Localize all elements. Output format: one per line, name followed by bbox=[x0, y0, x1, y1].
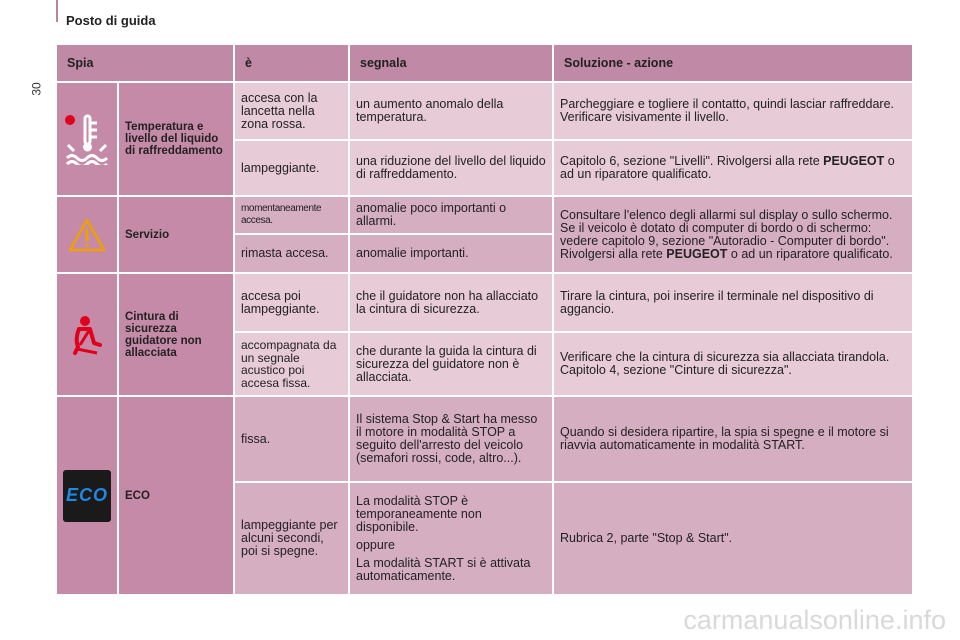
brand-name: PEUGEOT bbox=[823, 154, 885, 168]
service-signal-1: anomalie poco importanti o allarmi. bbox=[350, 197, 552, 233]
service-solution-end: o ad un riparatore qualificato. bbox=[727, 246, 893, 261]
page-number: 30 bbox=[29, 82, 44, 96]
page-title: Posto di guida bbox=[66, 13, 156, 28]
seatbelt-solution-1: Tirare la cintura, poi inserire il terminale nel dispositivo di aggancio. bbox=[554, 274, 912, 331]
coolant-state-2: lampeggiante. bbox=[235, 141, 348, 195]
coolant-solution-2 bbox=[554, 141, 912, 195]
eco-solution-2: Rubrica 2, parte "Stop & Start". bbox=[554, 483, 912, 594]
header-spia: Spia bbox=[57, 45, 233, 81]
service-icon-cell bbox=[57, 197, 117, 272]
header-soluzione: Soluzione - azione bbox=[554, 45, 912, 81]
eco-signal-2-line-2: oppure bbox=[356, 537, 395, 552]
service-name: Servizio bbox=[119, 197, 233, 272]
coolant-solution-2-text: Capitolo 6, sezione "Livelli". Rivolgersi alla rete bbox=[560, 154, 824, 168]
service-solution-text: Consultare l'elenco degli allarmi sul display o sullo schermo. Se il veicolo è dotato di computer di bordo o di schermo: vedere capitolo 9, sezione "Autoradio - Computer di bordo". Rivolgersi alla rete bbox=[560, 207, 893, 261]
eco-signal-2-line-1: La modalità STOP è temporaneamente non disponibile. bbox=[356, 493, 482, 534]
eco-signal-1: Il sistema Stop & Start ha messo il motore in modalità STOP a seguito dell'arresto del veicolo (semafori rossi, code, altro...). bbox=[350, 397, 552, 481]
eco-signal-2-line-3: La modalità START si è attivata automaticamente. bbox=[356, 555, 531, 583]
coolant-solution-1: Parcheggiare e togliere il contatto, quindi lasciar raffreddare. Verificare visivamente il livello. bbox=[554, 83, 912, 139]
eco-icon-text: ECO bbox=[65, 485, 108, 505]
header-segnala: segnala bbox=[350, 45, 552, 81]
seatbelt-name: Cintura di sicurezza guidatore non allacciata bbox=[119, 274, 233, 395]
seatbelt-solution-2: Verificare che la cintura di sicurezza sia allacciata tirandola. Capitolo 4, sezione "Cinture di sicurezza". bbox=[554, 333, 912, 395]
coolant-name: Temperatura e livello del liquido di raffreddamento bbox=[119, 83, 233, 195]
seatbelt-signal-2: che durante la guida la cintura di sicurezza del guidatore non è allacciata. bbox=[350, 333, 552, 395]
service-state-2: rimasta accesa. bbox=[235, 235, 348, 272]
section-marker bbox=[56, 0, 58, 22]
warning-triangle-icon bbox=[67, 217, 107, 253]
coolant-signal-2: una riduzione del livello del liquido di raffreddamento. bbox=[350, 141, 552, 195]
warning-lights-table bbox=[57, 45, 904, 594]
service-solution bbox=[554, 197, 912, 272]
eco-signal-2 bbox=[350, 483, 552, 594]
eco-icon bbox=[63, 470, 111, 522]
coolant-solution-2-end: o ad un riparatore qualificato. bbox=[560, 154, 895, 181]
coolant-temperature-icon bbox=[63, 113, 111, 165]
eco-state-1: fissa. bbox=[235, 397, 348, 481]
service-state-1: momentaneamente accesa. bbox=[235, 197, 348, 233]
coolant-state-1: accesa con la lancetta nella zona rossa. bbox=[235, 83, 348, 139]
watermark: carmanualsonline.info bbox=[683, 605, 946, 635]
brand-name: PEUGEOT bbox=[666, 246, 728, 261]
seatbelt-icon bbox=[70, 315, 104, 355]
seatbelt-icon-cell bbox=[57, 274, 117, 395]
seatbelt-state-1: accesa poi lampeggiante. bbox=[235, 274, 348, 331]
eco-icon-cell bbox=[57, 397, 117, 594]
coolant-signal-1: un aumento anomalo della temperatura. bbox=[350, 83, 552, 139]
seatbelt-state-2: accompagnata da un segnale acustico poi accesa fissa. bbox=[235, 333, 348, 395]
eco-name: ECO bbox=[119, 397, 233, 594]
eco-solution-1: Quando si desidera ripartire, la spia si spegne e il motore si riavvia automaticamente in modalità START. bbox=[554, 397, 912, 481]
coolant-icon-cell bbox=[57, 83, 117, 195]
eco-state-2: lampeggiante per alcuni secondi, poi si spegne. bbox=[235, 483, 348, 594]
header-stato: è bbox=[235, 45, 348, 81]
seatbelt-signal-1: che il guidatore non ha allacciato la cintura di sicurezza. bbox=[350, 274, 552, 331]
service-signal-2: anomalie importanti. bbox=[350, 235, 552, 272]
